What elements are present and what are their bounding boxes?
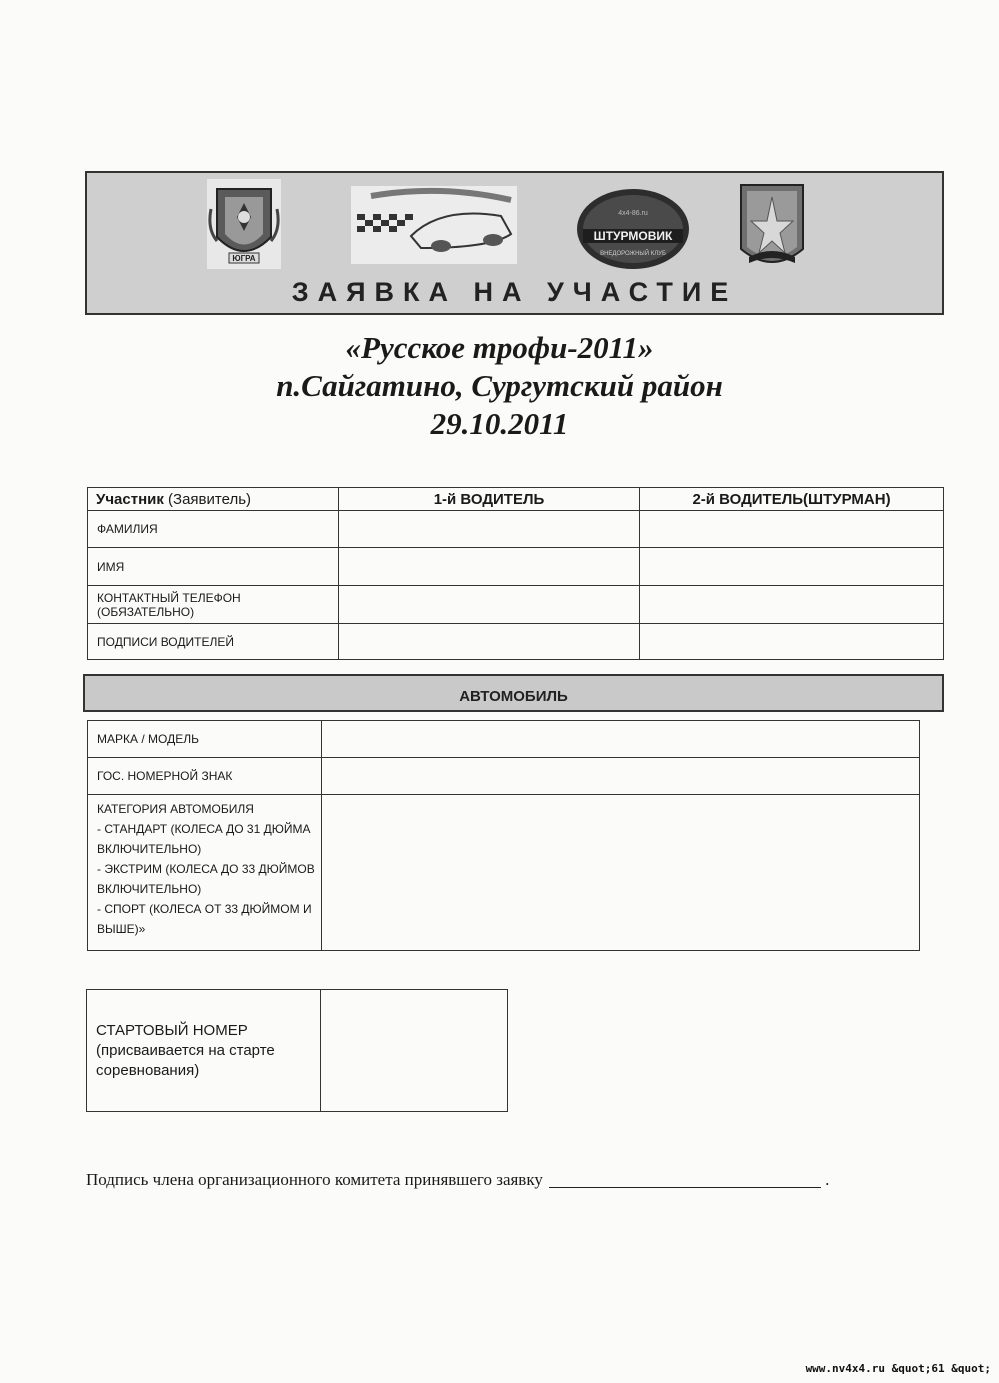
committee-signature: [86, 1170, 916, 1190]
table-row: [88, 548, 944, 586]
svg-text:ВНЕДОРОЖНЫЙ КЛУБ: ВНЕДОРОЖНЫЙ КЛУБ: [600, 251, 666, 257]
row-label-subtext: (ОБЯЗАТЕЛЬНО): [97, 604, 195, 619]
category-line: - СПОРТ (КОЛЕСА ОТ 33 ДЮЙМОМ И: [97, 902, 312, 916]
category-line: - СТАНДАРТ (КОЛЕСА ДО 31 ДЮЙМА: [97, 822, 311, 836]
driver2-header: 2-й ВОДИТЕЛЬ(ШТУРМАН): [640, 488, 944, 511]
event-place: п.Сайгатино, Сургутский район: [276, 368, 723, 403]
signature-text: Подпись члена организационного комитета принявшего заявку: [86, 1170, 543, 1189]
driver2-signature-field[interactable]: [640, 624, 944, 660]
car-table: [87, 720, 920, 951]
watermark: www.nv4x4.ru &quot;61 &quot;: [805, 1362, 991, 1375]
region-coat-of-arms-icon: [207, 179, 281, 269]
svg-text:ЮГРА: ЮГРА: [232, 254, 256, 263]
start-number-table: [86, 989, 508, 1112]
club-emblem-icon: [575, 185, 692, 269]
event-name: «Русское трофи-2011»: [345, 330, 654, 365]
driver1-surname-field[interactable]: [339, 511, 640, 548]
plate-number-field[interactable]: [322, 758, 920, 795]
start-number-label-line: соревнования): [96, 1061, 200, 1079]
participant-header-normal: (Заявитель): [163, 490, 252, 508]
start-number-field[interactable]: [321, 990, 508, 1112]
participant-header-bold: Участник: [96, 490, 164, 508]
table-row: [88, 586, 944, 624]
header-band: [85, 171, 944, 315]
form-title: ЗАЯВКА НА УЧАСТИЕ: [291, 277, 738, 307]
table-row: [88, 511, 944, 548]
car-section-header: АВТОМОБИЛЬ: [83, 674, 944, 712]
row-label-text: ФАМИЛИЯ: [97, 522, 158, 536]
row-label-signatures: [88, 624, 339, 660]
signature-end: .: [825, 1170, 830, 1189]
start-number-label-line: (присваивается на старте: [96, 1041, 275, 1059]
table-row: [88, 795, 920, 951]
driver2-name-field[interactable]: [640, 548, 944, 586]
table-row: [88, 624, 944, 660]
category-line: КАТЕГОРИЯ АВТОМОБИЛЯ: [97, 802, 254, 816]
table-row: [88, 721, 920, 758]
row-label-text: ПОДПИСИ ВОДИТЕЛЕЙ: [97, 634, 234, 649]
start-number-label: [87, 990, 321, 1112]
category-line: - ЭКСТРИМ (КОЛЕСА ДО 33 ДЮЙМОВ: [97, 862, 315, 876]
drivers-table: [87, 487, 944, 660]
driver1-signature-field[interactable]: [339, 624, 640, 660]
drivers-table-header: [88, 488, 944, 511]
participant-header: [88, 488, 339, 511]
row-label-surname: [88, 511, 339, 548]
row-label-text: КОНТАКТНЫЙ ТЕЛЕФОН: [97, 590, 241, 605]
category-line: ВКЛЮЧИТЕЛЬНО): [97, 842, 202, 856]
table-row: [87, 990, 508, 1112]
row-label-make-model: МАРКА / МОДЕЛЬ: [88, 721, 322, 758]
category-field[interactable]: [322, 795, 920, 951]
svg-text:ШТУРМОВИК: ШТУРМОВИК: [593, 229, 673, 243]
category-line: ВКЛЮЧИТЕЛЬНО): [97, 882, 202, 896]
row-label-phone: [88, 586, 339, 624]
driver1-phone-field[interactable]: [339, 586, 640, 624]
checkered-flag-racecar-icon: [351, 186, 517, 264]
driver2-phone-field[interactable]: [640, 586, 944, 624]
signature-line[interactable]: [549, 1187, 821, 1188]
row-label-category: [88, 795, 322, 951]
table-row: [88, 758, 920, 795]
driver2-surname-field[interactable]: [640, 511, 944, 548]
svg-text:4x4-86.ru: 4x4-86.ru: [618, 210, 648, 217]
start-number-label-line: СТАРТОВЫЙ НОМЕР: [96, 1021, 248, 1039]
event-date: 29.10.2011: [430, 406, 569, 441]
row-label-name: [88, 548, 339, 586]
driver1-header: 1-й ВОДИТЕЛЬ: [339, 488, 640, 511]
driver1-name-field[interactable]: [339, 548, 640, 586]
row-label-plate: ГОС. НОМЕРНОЙ ЗНАК: [88, 758, 322, 795]
category-line: ВЫШЕ)»: [97, 922, 146, 936]
district-shield-icon: [739, 183, 805, 273]
make-model-field[interactable]: [322, 721, 920, 758]
row-label-text: ИМЯ: [97, 559, 125, 574]
